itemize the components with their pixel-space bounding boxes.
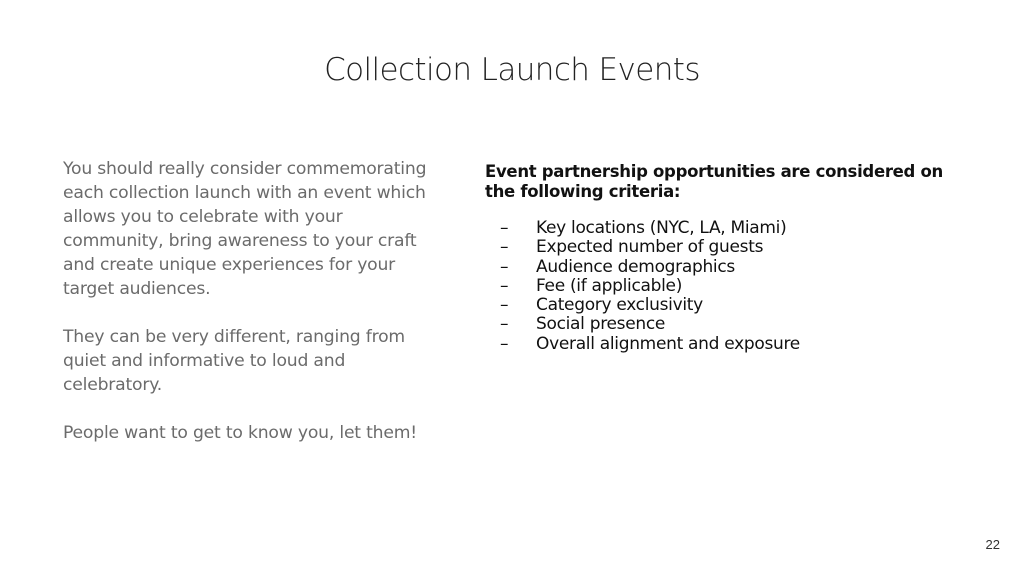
criteria-item xyxy=(485,277,975,296)
intro-paragraph: They can be very different, ranging from quiet and informative to loud and celebratory. xyxy=(63,327,405,395)
intro-paragraph: People want to get to know you, let them! xyxy=(63,423,417,443)
criteria-item-label: Fee (if applicable) xyxy=(536,275,683,296)
dash-bullet-icon: – xyxy=(500,333,509,354)
criteria-item-label: Category exclusivity xyxy=(536,295,703,316)
dash-bullet-icon: – xyxy=(500,295,509,316)
criteria-item-label: Audience demographics xyxy=(536,256,735,277)
criteria-item xyxy=(485,315,975,334)
intro-text-block xyxy=(63,157,433,469)
criteria-item xyxy=(485,335,975,354)
criteria-item-label: Expected number of guests xyxy=(536,237,764,258)
dash-bullet-icon: – xyxy=(500,218,509,238)
criteria-item-label: Social presence xyxy=(536,314,666,335)
dash-bullet-icon: – xyxy=(500,256,509,277)
criteria-item xyxy=(485,296,975,315)
dash-bullet-icon: – xyxy=(500,314,509,335)
intro-paragraph: You should really consider commemorating each collection launch with an event which allows you to celebrate with your community, bring awareness to your craft and create unique experiences for your target audiences. xyxy=(63,159,427,299)
criteria-item xyxy=(485,258,975,277)
criteria-item xyxy=(485,219,975,238)
dash-bullet-icon: – xyxy=(500,275,509,296)
criteria-list xyxy=(485,219,975,354)
dash-bullet-icon: – xyxy=(500,237,509,258)
criteria-item xyxy=(485,238,975,257)
criteria-item-label: Key locations (NYC, LA, Miami) xyxy=(536,218,787,238)
page-number: 22 xyxy=(985,537,1000,552)
slide-title: Collection Launch Events xyxy=(324,52,700,88)
criteria-item-label: Overall alignment and exposure xyxy=(536,333,800,354)
criteria-heading: Event partnership opportunities are considered on the following criteria: xyxy=(485,162,943,201)
criteria-block xyxy=(485,162,975,354)
